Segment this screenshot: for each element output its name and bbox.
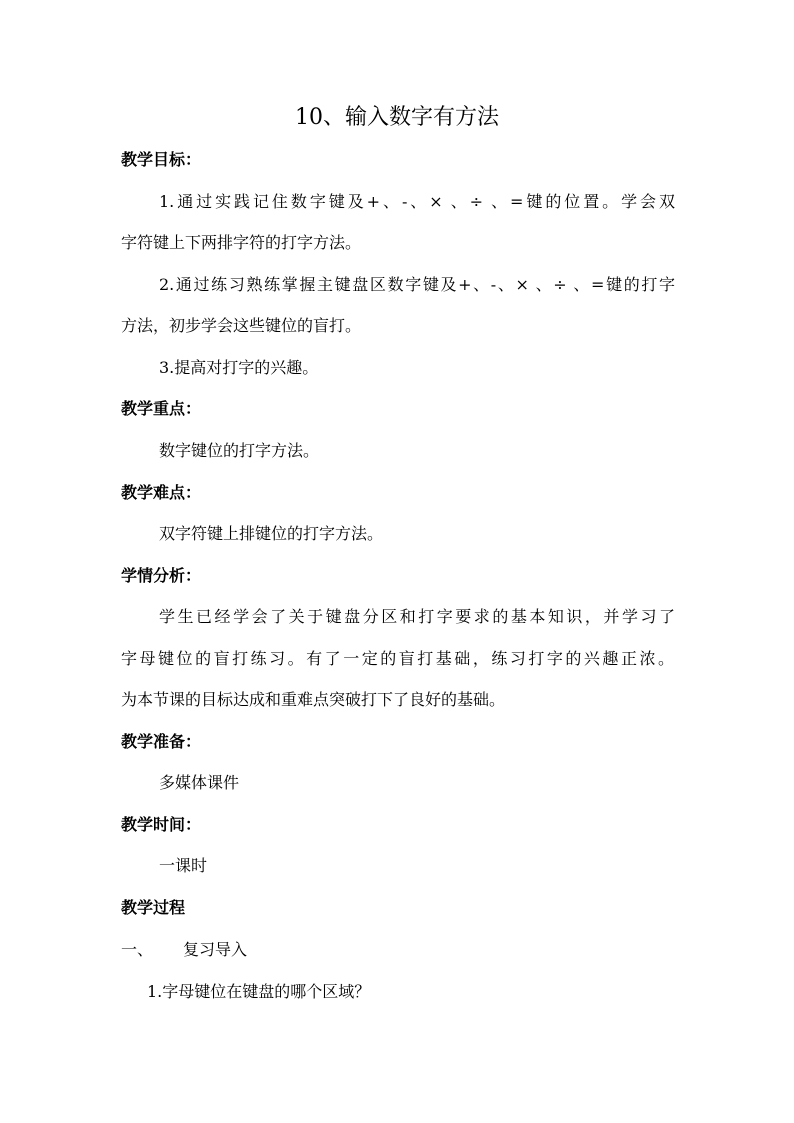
process-step-1-question-1: 1.字母键位在键盘的哪个区域？ (147, 982, 371, 1001)
goals-heading: 教学目标： (121, 150, 202, 169)
goal-2-line-2: 方法，初步学会这些键位的盲打。 (121, 316, 362, 335)
time-heading: 教学时间： (121, 815, 202, 834)
difficulties-heading: 教学难点： (121, 483, 202, 502)
time-text: 一课时 (159, 856, 208, 875)
analysis-line-2: 字母键位的盲打练习。有了一定的盲打基础，练习打字的兴趣正浓。 (121, 649, 674, 668)
process-heading: 教学过程 (121, 898, 186, 917)
key-points-heading: 教学重点： (121, 399, 202, 418)
goal-3: 3.提高对打字的兴趣。 (159, 358, 319, 377)
difficulties-text: 双字符键上排键位的打字方法。 (159, 524, 384, 543)
analysis-heading: 学情分析： (121, 566, 202, 585)
goal-2-line-1: 2.通过练习熟练掌握主键盘区数字键及+、-、× 、÷ 、=键的打字 (159, 275, 675, 294)
analysis-line-1: 学生已经学会了关于键盘分区和打字要求的基本知识，并学习了 (159, 607, 675, 626)
goal-1-line-2: 字符键上下两排字符的打字方法。 (121, 233, 362, 252)
process-step-1 (121, 937, 681, 963)
process-step-1-number: 一、 (121, 940, 154, 959)
preparation-text: 多媒体课件 (159, 773, 240, 792)
goal-1-line-1: 1.通过实践记住数字键及+、-、× 、÷ 、=键的位置。学会双 (159, 192, 675, 211)
process-step-1-title: 复习导入 (183, 940, 248, 959)
key-points-text: 数字键位的打字方法。 (159, 441, 320, 460)
document-title: 10、输入数字有方法 (295, 105, 499, 130)
preparation-heading: 教学准备： (121, 732, 202, 751)
analysis-line-3: 为本节课的目标达成和重难点突破打下了良好的基础。 (121, 690, 506, 709)
